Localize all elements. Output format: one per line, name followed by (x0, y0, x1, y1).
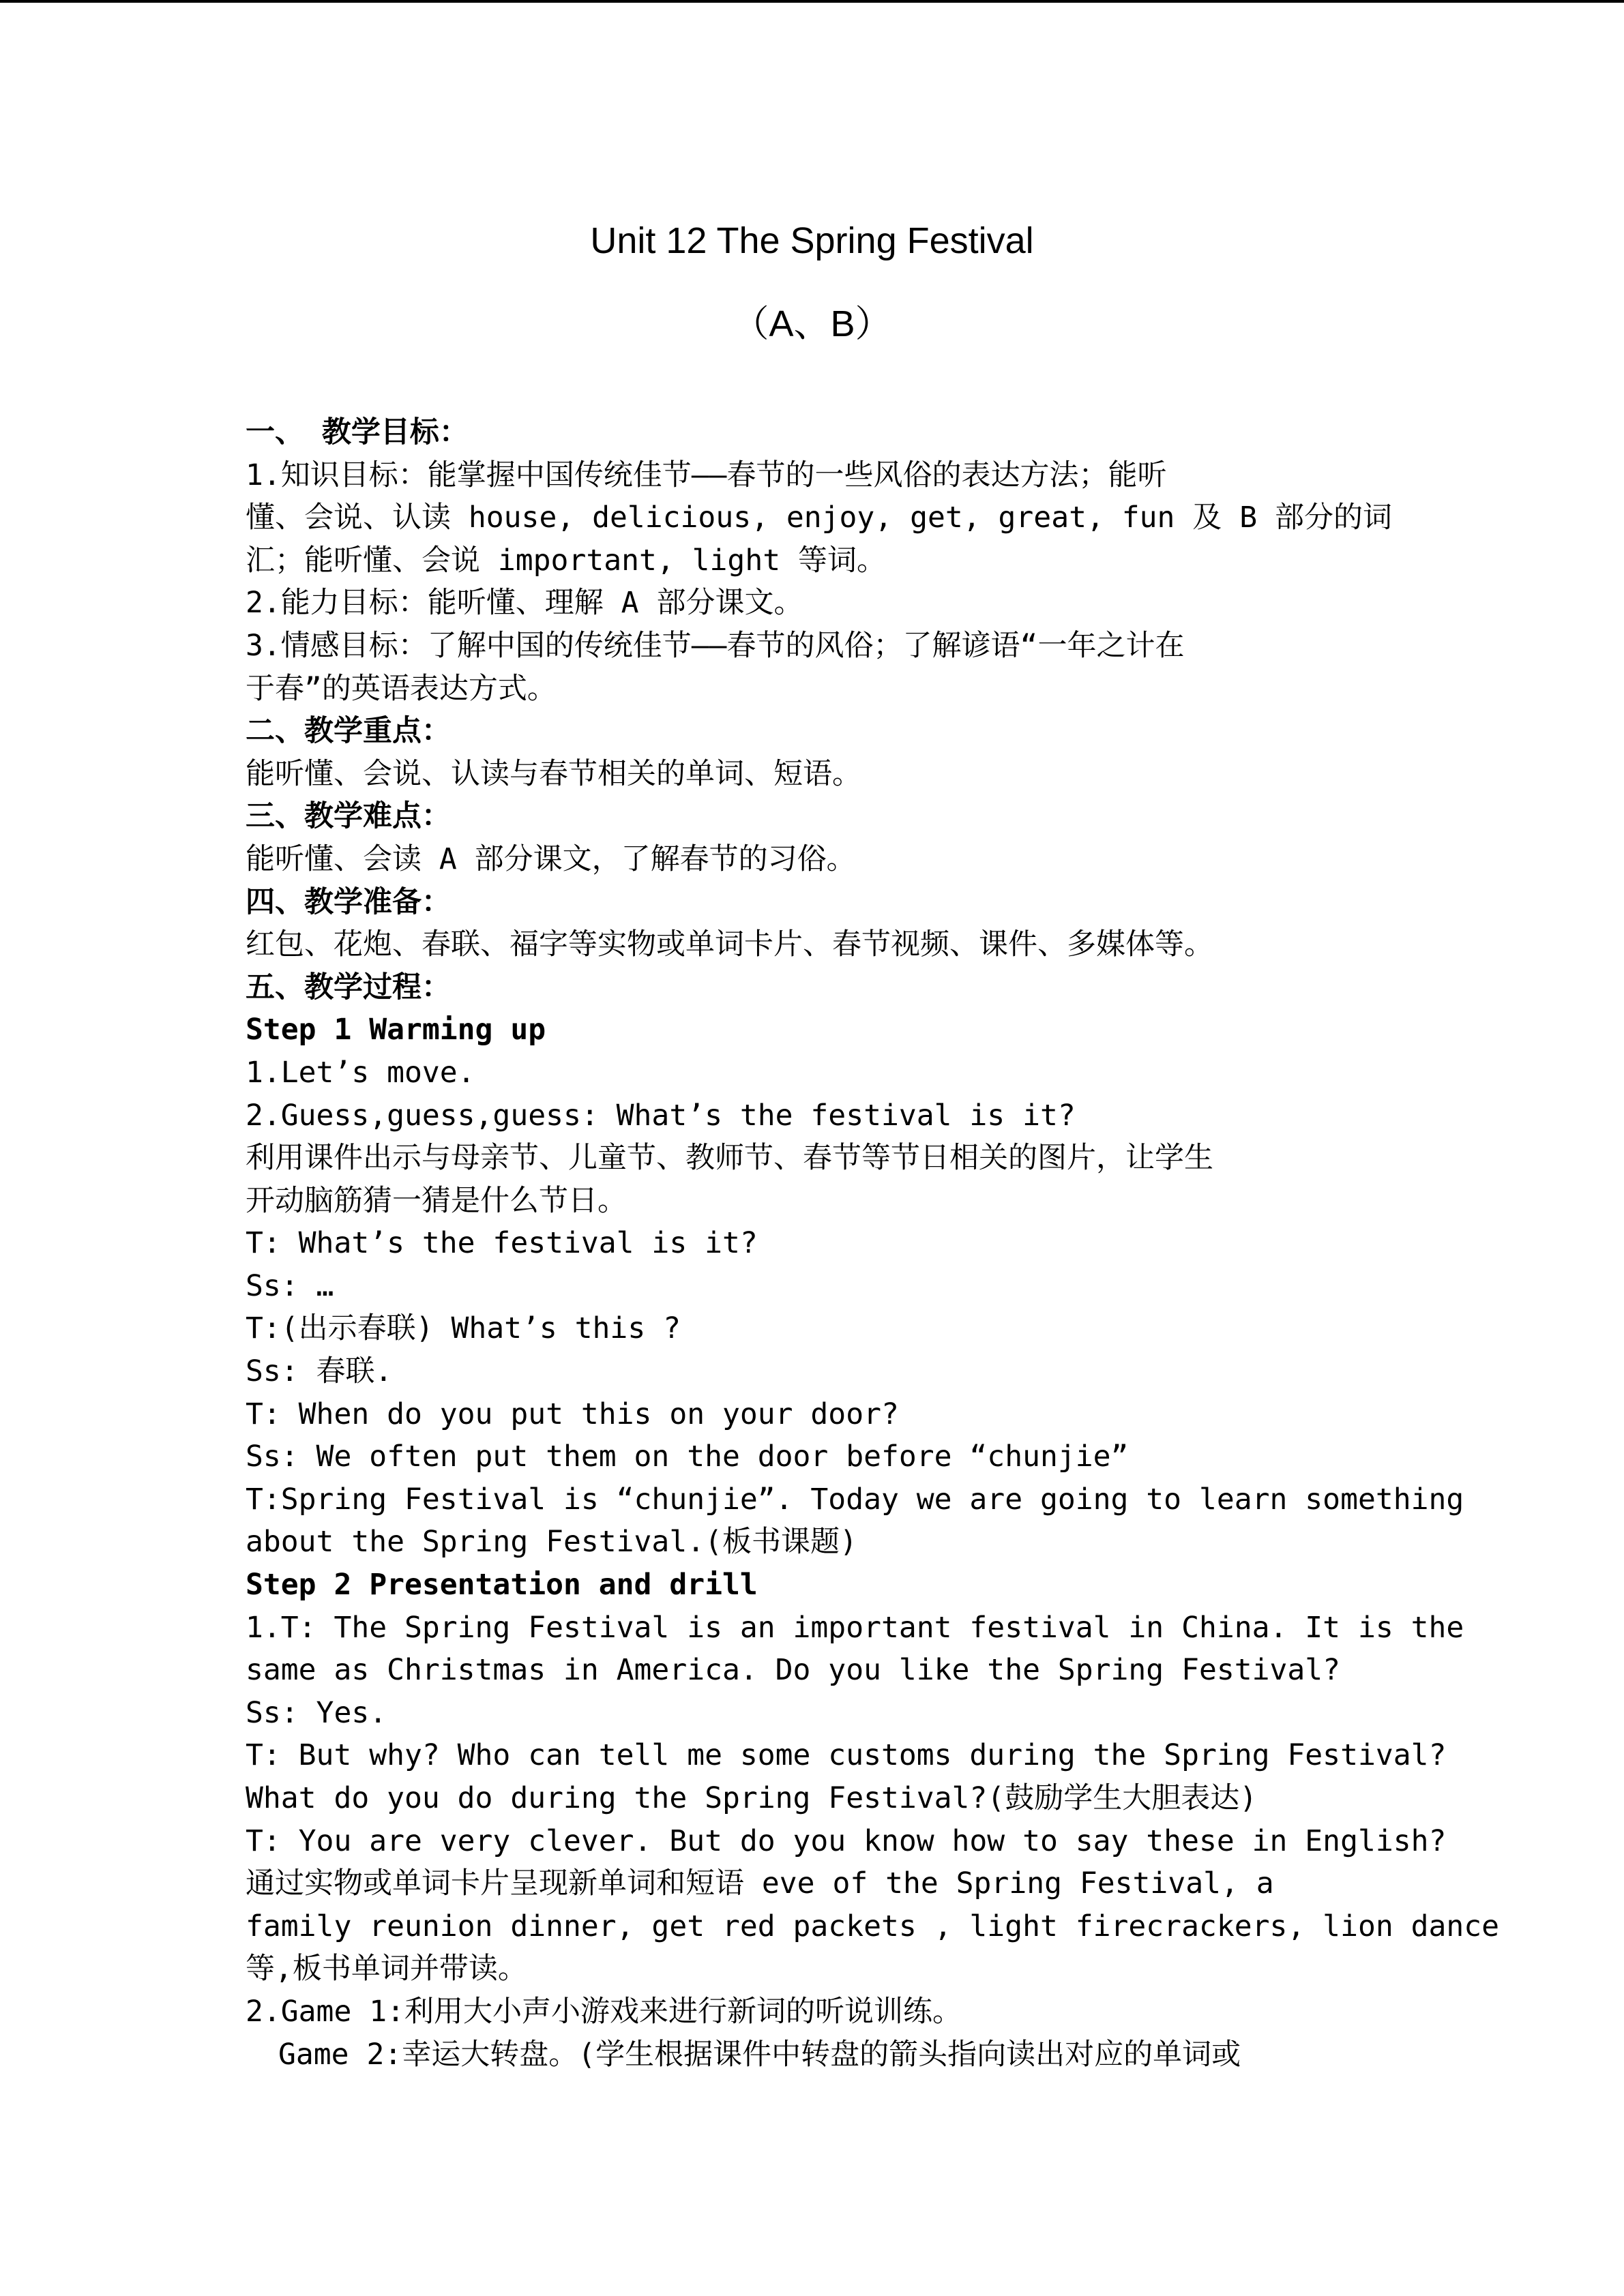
section-heading: 一、 教学目标： (246, 415, 469, 449)
body-line: 红包、花炮、春联、福字等实物或单词卡片、春节视频、课件、多媒体等。 (246, 927, 1213, 962)
body-line: 2.Game 1:利用大小声小游戏来进行新词的听说训练。 (246, 1994, 962, 2029)
section-heading: Step 2 Presentation and drill (246, 1568, 758, 1602)
body-line: T:(出示春联) What’s this ? (246, 1311, 681, 1346)
document-subtitle: （A、B） (732, 303, 892, 344)
body-line: Ss: … (246, 1268, 334, 1303)
section-heading: 二、教学重点： (246, 714, 451, 749)
body-line: 1.知识目标：能掌握中国传统佳节——春节的一些风俗的表达方法；能听 (246, 458, 1167, 492)
body-line: 开动脑筋猜一猜是什么节日。 (246, 1183, 627, 1218)
section-heading: 三、教学难点： (246, 799, 451, 834)
body-line: 2.Guess,guess,guess: What’s the festival is it? (246, 1098, 1076, 1133)
document-body (246, 411, 1500, 2076)
document-title: Unit 12 The Spring Festival (590, 220, 1034, 261)
body-line: Ss: Yes. (246, 1695, 387, 1730)
body-line: 1.T: The Spring Festival is an important festival in China. It is the (246, 1610, 1464, 1645)
body-line: 于春”的英语表达方式。 (246, 671, 557, 706)
body-line: 能听懂、会读 A 部分课文，了解春节的习俗。 (246, 841, 856, 876)
body-line: What do you do during the Spring Festival?(鼓励学生大胆表达) (246, 1781, 1258, 1815)
body-line: 懂、会说、认读 house, delicious, enjoy, get, great, fun 及 B 部分的词 (246, 501, 1392, 535)
body-line: same as Christmas in America. Do you like the Spring Festival? (246, 1653, 1341, 1688)
body-line: 3.情感目标：了解中国的传统佳节——春节的风俗；了解谚语“一年之计在 (246, 628, 1185, 663)
body-line: 等,板书单词并带读。 (246, 1952, 527, 1986)
body-line: T: You are very clever. But do you know how to say these in English? (246, 1823, 1447, 1858)
body-line: T: What’s the festival is it? (246, 1226, 758, 1261)
body-line: 利用课件出示与母亲节、儿童节、教师节、春节等节日相关的图片，让学生 (246, 1141, 1213, 1176)
body-line: 通过实物或单词卡片呈现新单词和短语 eve of the Spring Festival, a (246, 1866, 1274, 1901)
body-line: about the Spring Festival.(板书课题) (246, 1525, 857, 1560)
body-line: 1.Let’s move. (246, 1055, 475, 1090)
body-line: Game 2:幸运大转盘。(学生根据课件中转盘的箭头指向读出对应的单词或 (278, 2037, 1241, 2072)
body-line: T: But why? Who can tell me some customs during the Spring Festival? (246, 1738, 1447, 1773)
body-line: T:Spring Festival is “chunjie”. Today we are going to learn something (246, 1482, 1464, 1517)
body-line: Ss: 春联. (246, 1354, 393, 1389)
body-line: 能听懂、会说、认读与春节相关的单词、短语。 (246, 756, 861, 791)
top-border-rule (0, 0, 1624, 3)
body-line: family reunion dinner, get red packets , light firecrackers, lion dance (246, 1909, 1500, 1943)
section-heading: 四、教学准备： (246, 884, 451, 919)
section-heading: 五、教学过程： (246, 970, 451, 1004)
body-line: 汇；能听懂、会说 important, light 等词。 (246, 543, 886, 578)
body-line: Ss: We often put them on the door before “chunjie” (246, 1440, 1129, 1474)
body-line: 2.能力目标：能听懂、理解 A 部分课文。 (246, 586, 803, 621)
body-line: T: When do you put this on your door? (246, 1397, 899, 1431)
section-heading: Step 1 Warming up (246, 1013, 546, 1047)
